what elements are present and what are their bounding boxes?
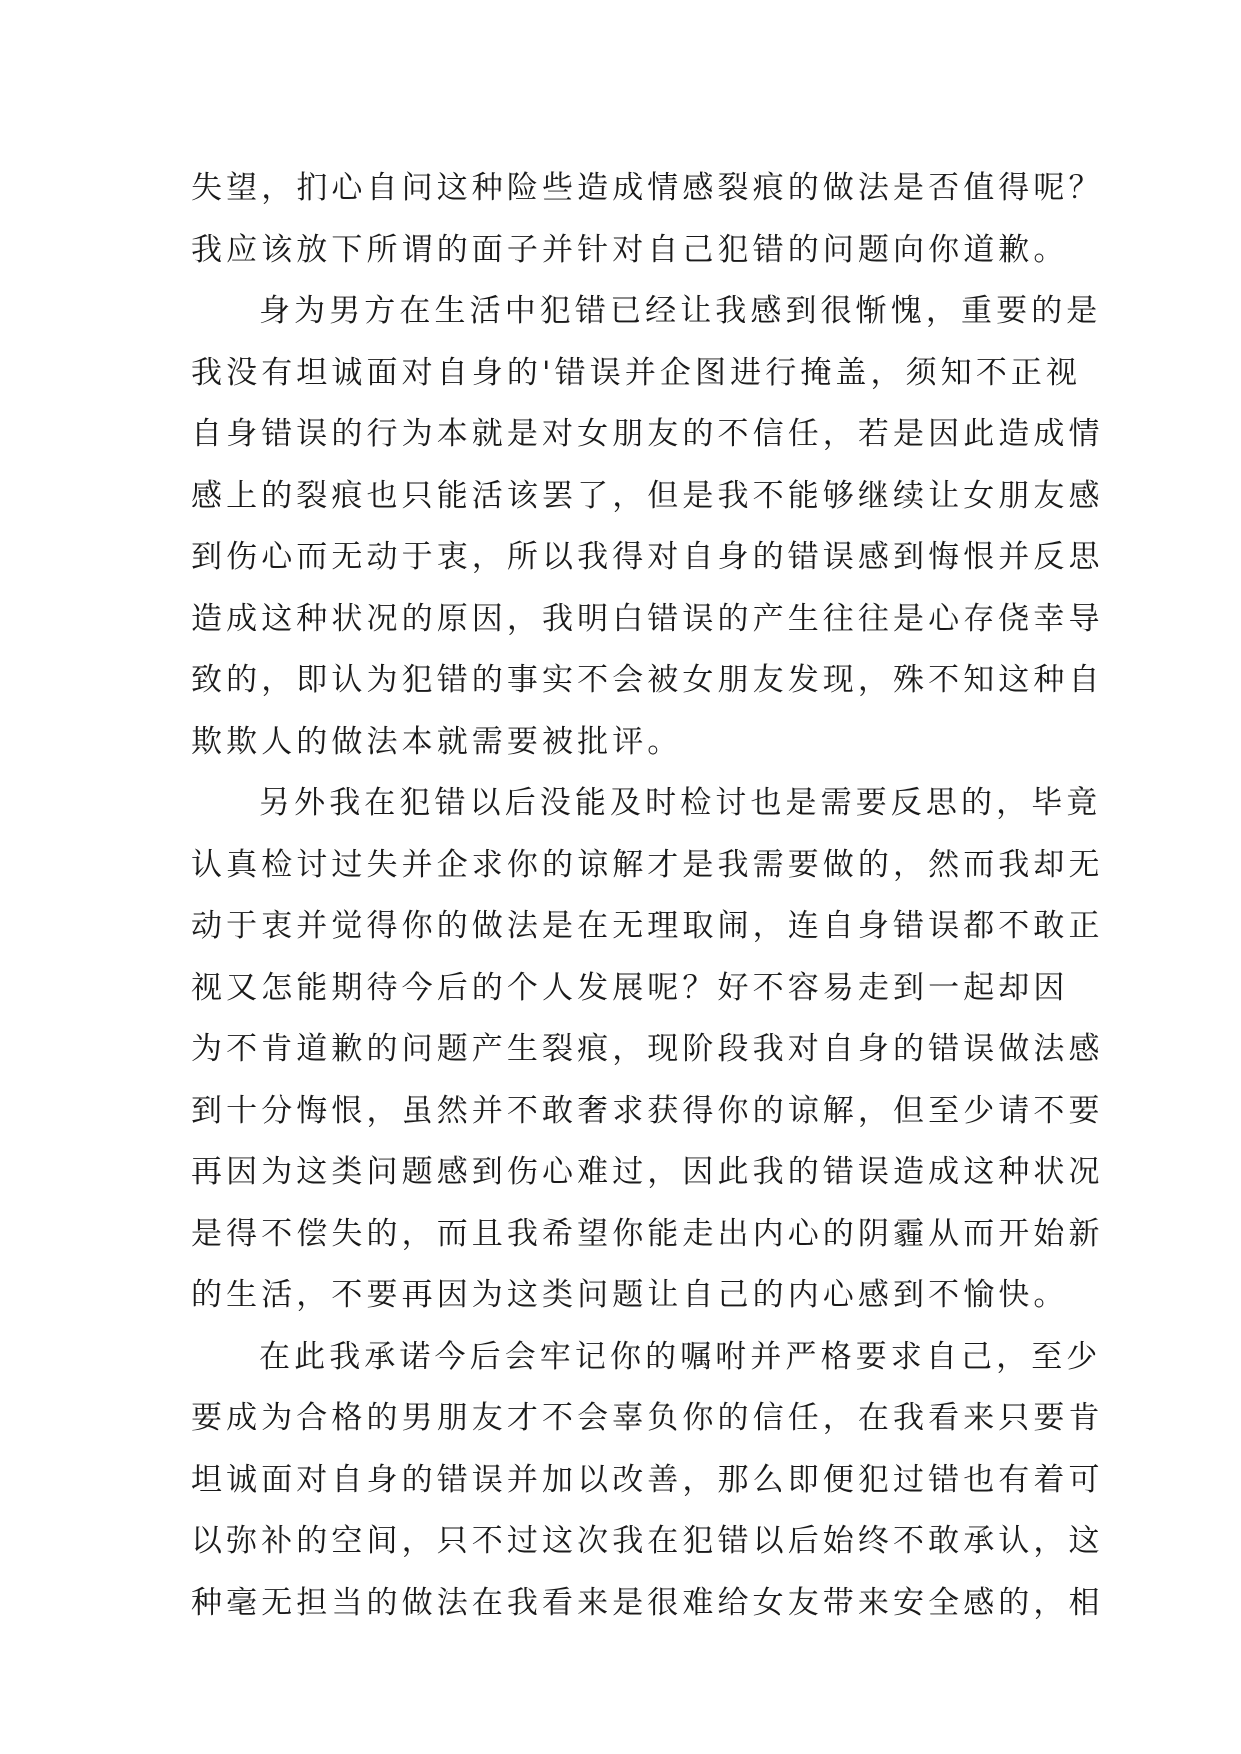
text-line: 到伤心而无动于衷，所以我得对自身的错误感到悔恨并反思 (191, 539, 1104, 575)
text-line: 认真检讨过失并企求你的谅解才是我需要做的，然而我却无 (191, 846, 1104, 883)
text-line: 到十分悔恨，虽然并不敢奢求获得你的谅解，但至少请不要 (191, 1092, 1104, 1129)
text-line: 动于衷并觉得你的做法是在无理取闹，连自身错误都不敢正 (191, 908, 1104, 944)
text-line: 为不肯道歉的问题产生裂痕，现阶段我对自身的错误做法感 (191, 1031, 1104, 1067)
text-line: 失望，扪心自问这种险些造成情感裂痕的做法是否值得呢？ (191, 170, 1104, 206)
text-line: 坦诚面对自身的错误并加以改善，那么即便犯过错也有着可 (191, 1461, 1104, 1498)
text-line: 的生活，不要再因为这类问题让自己的内心感到不愉快。 (191, 1277, 1069, 1313)
text-line: 在此我承诺今后会牢记你的嘱咐并严格要求自己，至少 (259, 1338, 1102, 1375)
text-line: 我没有坦诚面对自身的'错误并企图进行掩盖，须知不正视 (191, 354, 1082, 391)
text-line: 自身错误的行为本就是对女朋友的不信任，若是因此造成情 (191, 416, 1104, 452)
text-line: 另外我在犯错以后没能及时检讨也是需要反思的，毕竟 (259, 785, 1102, 821)
text-line: 种毫无担当的做法在我看来是很难给女友带来安全感的，相 (191, 1584, 1104, 1621)
text-line: 是得不偿失的，而且我希望你能走出内心的阴霾从而开始新 (191, 1215, 1104, 1252)
text-line: 视又怎能期待今后的个人发展呢？好不容易走到一起却因 (191, 969, 1069, 1006)
text-line: 造成这种状况的原因，我明白错误的产生往往是心存侥幸导 (191, 600, 1104, 637)
text-line: 以弥补的空间，只不过这次我在犯错以后始终不敢承认，这 (191, 1523, 1104, 1559)
text-line: 要成为合格的男朋友才不会辜负你的信任，在我看来只要肯 (191, 1400, 1104, 1436)
text-line: 欺欺人的做法本就需要被批评。 (191, 723, 683, 760)
text-line: 再因为这类问题感到伤心难过，因此我的错误造成这种状况 (191, 1154, 1104, 1190)
text-line: 身为男方在生活中犯错已经让我感到很惭愧，重要的是 (259, 293, 1102, 329)
text-line: 感上的裂痕也只能活该罢了，但是我不能够继续让女朋友感 (191, 477, 1104, 514)
text-line: 致的，即认为犯错的事实不会被女朋友发现，殊不知这种自 (191, 662, 1104, 698)
body-text (191, 158, 1104, 1634)
text-line: 我应该放下所谓的面子并针对自己犯错的问题向你道歉。 (191, 231, 1069, 268)
